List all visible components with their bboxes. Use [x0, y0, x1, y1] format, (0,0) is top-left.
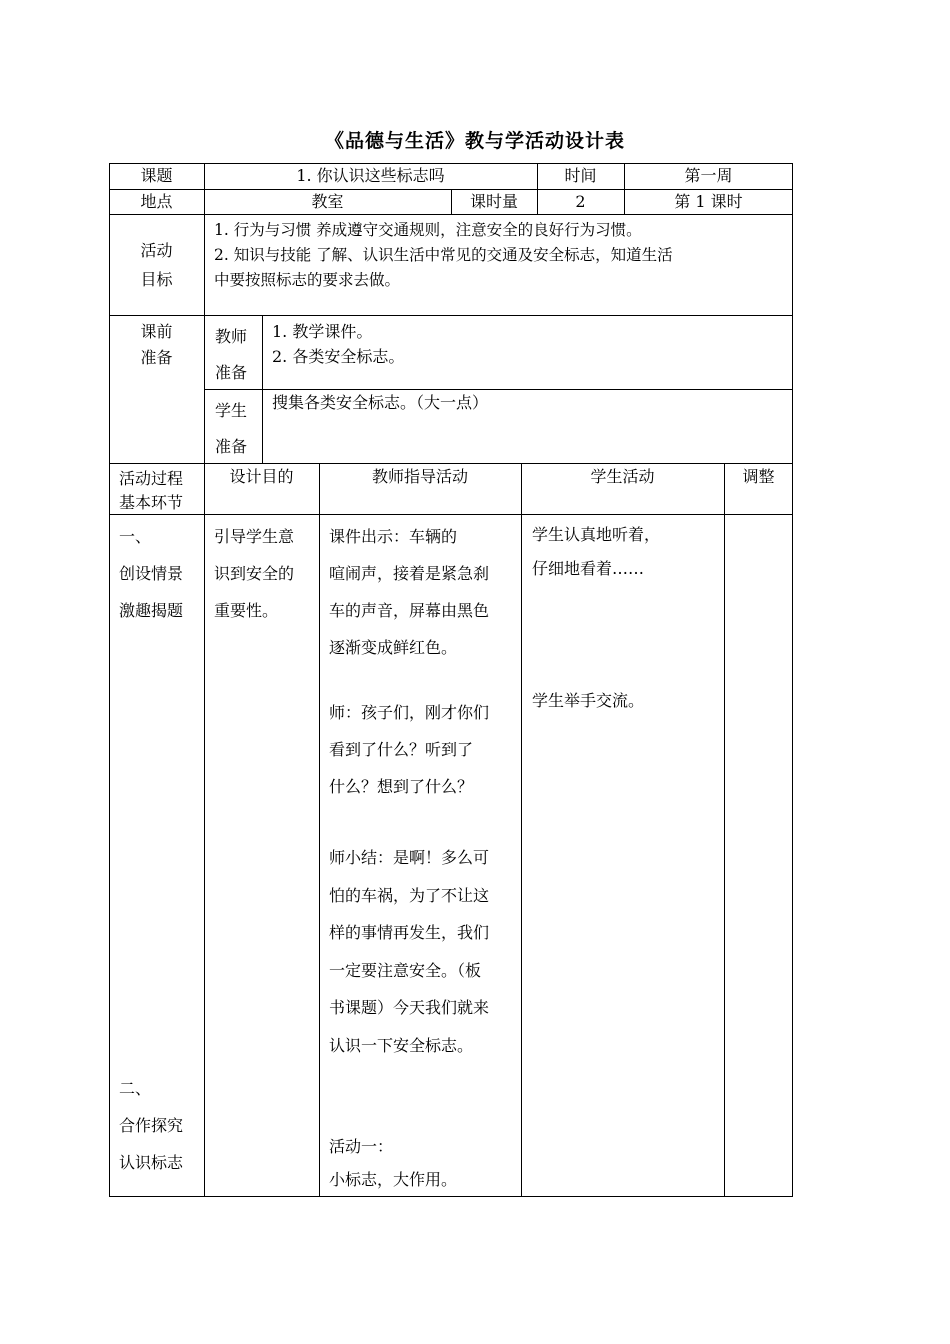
- teacher-block-activity-one: 活动一： 小标志，大作用。: [329, 1137, 458, 1189]
- student-prep-label: 学生 准备: [215, 401, 248, 456]
- student-activity-header: 学生活动: [590, 467, 655, 486]
- adjust-header: 调整: [742, 467, 775, 486]
- col-divider: [319, 463, 320, 1197]
- row-divider: [204, 389, 793, 390]
- teacher-block-summary: 师小结：是啊！多么可 怕的车祸，为了不让这 样的事情再发生，我们 一定要注意安全。（板 书课题）今天我们就来 认识一下安全标志。: [329, 848, 490, 1055]
- col-divider: [262, 315, 263, 463]
- hours-label: 课时量: [469, 192, 518, 211]
- purpose-text: 引导学生意 识到安全的 重要性。: [214, 527, 295, 620]
- stage-one: 一、 创设情景 激趣揭题: [119, 527, 184, 620]
- purpose-header: 设计目的: [229, 467, 294, 486]
- col-divider: [521, 463, 522, 1197]
- topic-label: 课题: [140, 166, 173, 185]
- lesson-value: 第 1 课时: [674, 192, 743, 211]
- place-label: 地点: [140, 192, 173, 211]
- prep-label: 课前 准备: [140, 322, 173, 367]
- stage-two: 二、 合作探究 认识标志: [119, 1079, 184, 1172]
- stage-header: 活动过程 基本环节: [119, 469, 184, 512]
- time-label: 时间: [564, 166, 597, 185]
- time-value: 第一周: [684, 166, 733, 185]
- hours-value: 2: [575, 192, 586, 211]
- col-divider: [724, 463, 725, 1197]
- row-divider: [109, 514, 793, 515]
- row-divider: [109, 214, 793, 215]
- col-divider: [204, 315, 205, 463]
- teacher-prep-items: 1. 教学课件。 2. 各类安全标志。: [272, 322, 405, 366]
- student-block-listen: 学生认真地听着， 仔细地看着……: [532, 525, 661, 578]
- goals-label: 活动 目标: [140, 241, 173, 289]
- row-divider: [109, 315, 793, 316]
- col-divider: [204, 463, 205, 1197]
- teacher-prep-label: 教师 准备: [215, 327, 248, 382]
- page-title: 《品德与生活》教与学活动设计表: [324, 130, 625, 152]
- row-divider: [109, 463, 793, 464]
- student-prep-text: 搜集各类安全标志。（大一点）: [272, 393, 489, 412]
- teacher-block-question: 师：孩子们，刚才你们 看到了什么？听到了 什么？想到了什么？: [329, 703, 490, 796]
- place-value: 教室: [311, 192, 344, 211]
- teacher-activity-header: 教师指导活动: [371, 467, 468, 486]
- student-block-share: 学生举手交流。: [532, 691, 645, 710]
- goals-text: 1. 行为与习惯 养成遵守交通规则，注意安全的良好行为习惯。 2. 知识与技能 了解、认识生活中常见的交通及安全标志，知道生活 中要按照标志的要求去做。: [214, 221, 673, 289]
- teacher-block-intro: 课件出示：车辆的 喧闹声，接着是紧急刹 车的声音，屏幕由黑色 逐渐变成鲜红色。: [329, 527, 490, 657]
- topic-value: 1. 你认识这些标志吗: [296, 166, 445, 185]
